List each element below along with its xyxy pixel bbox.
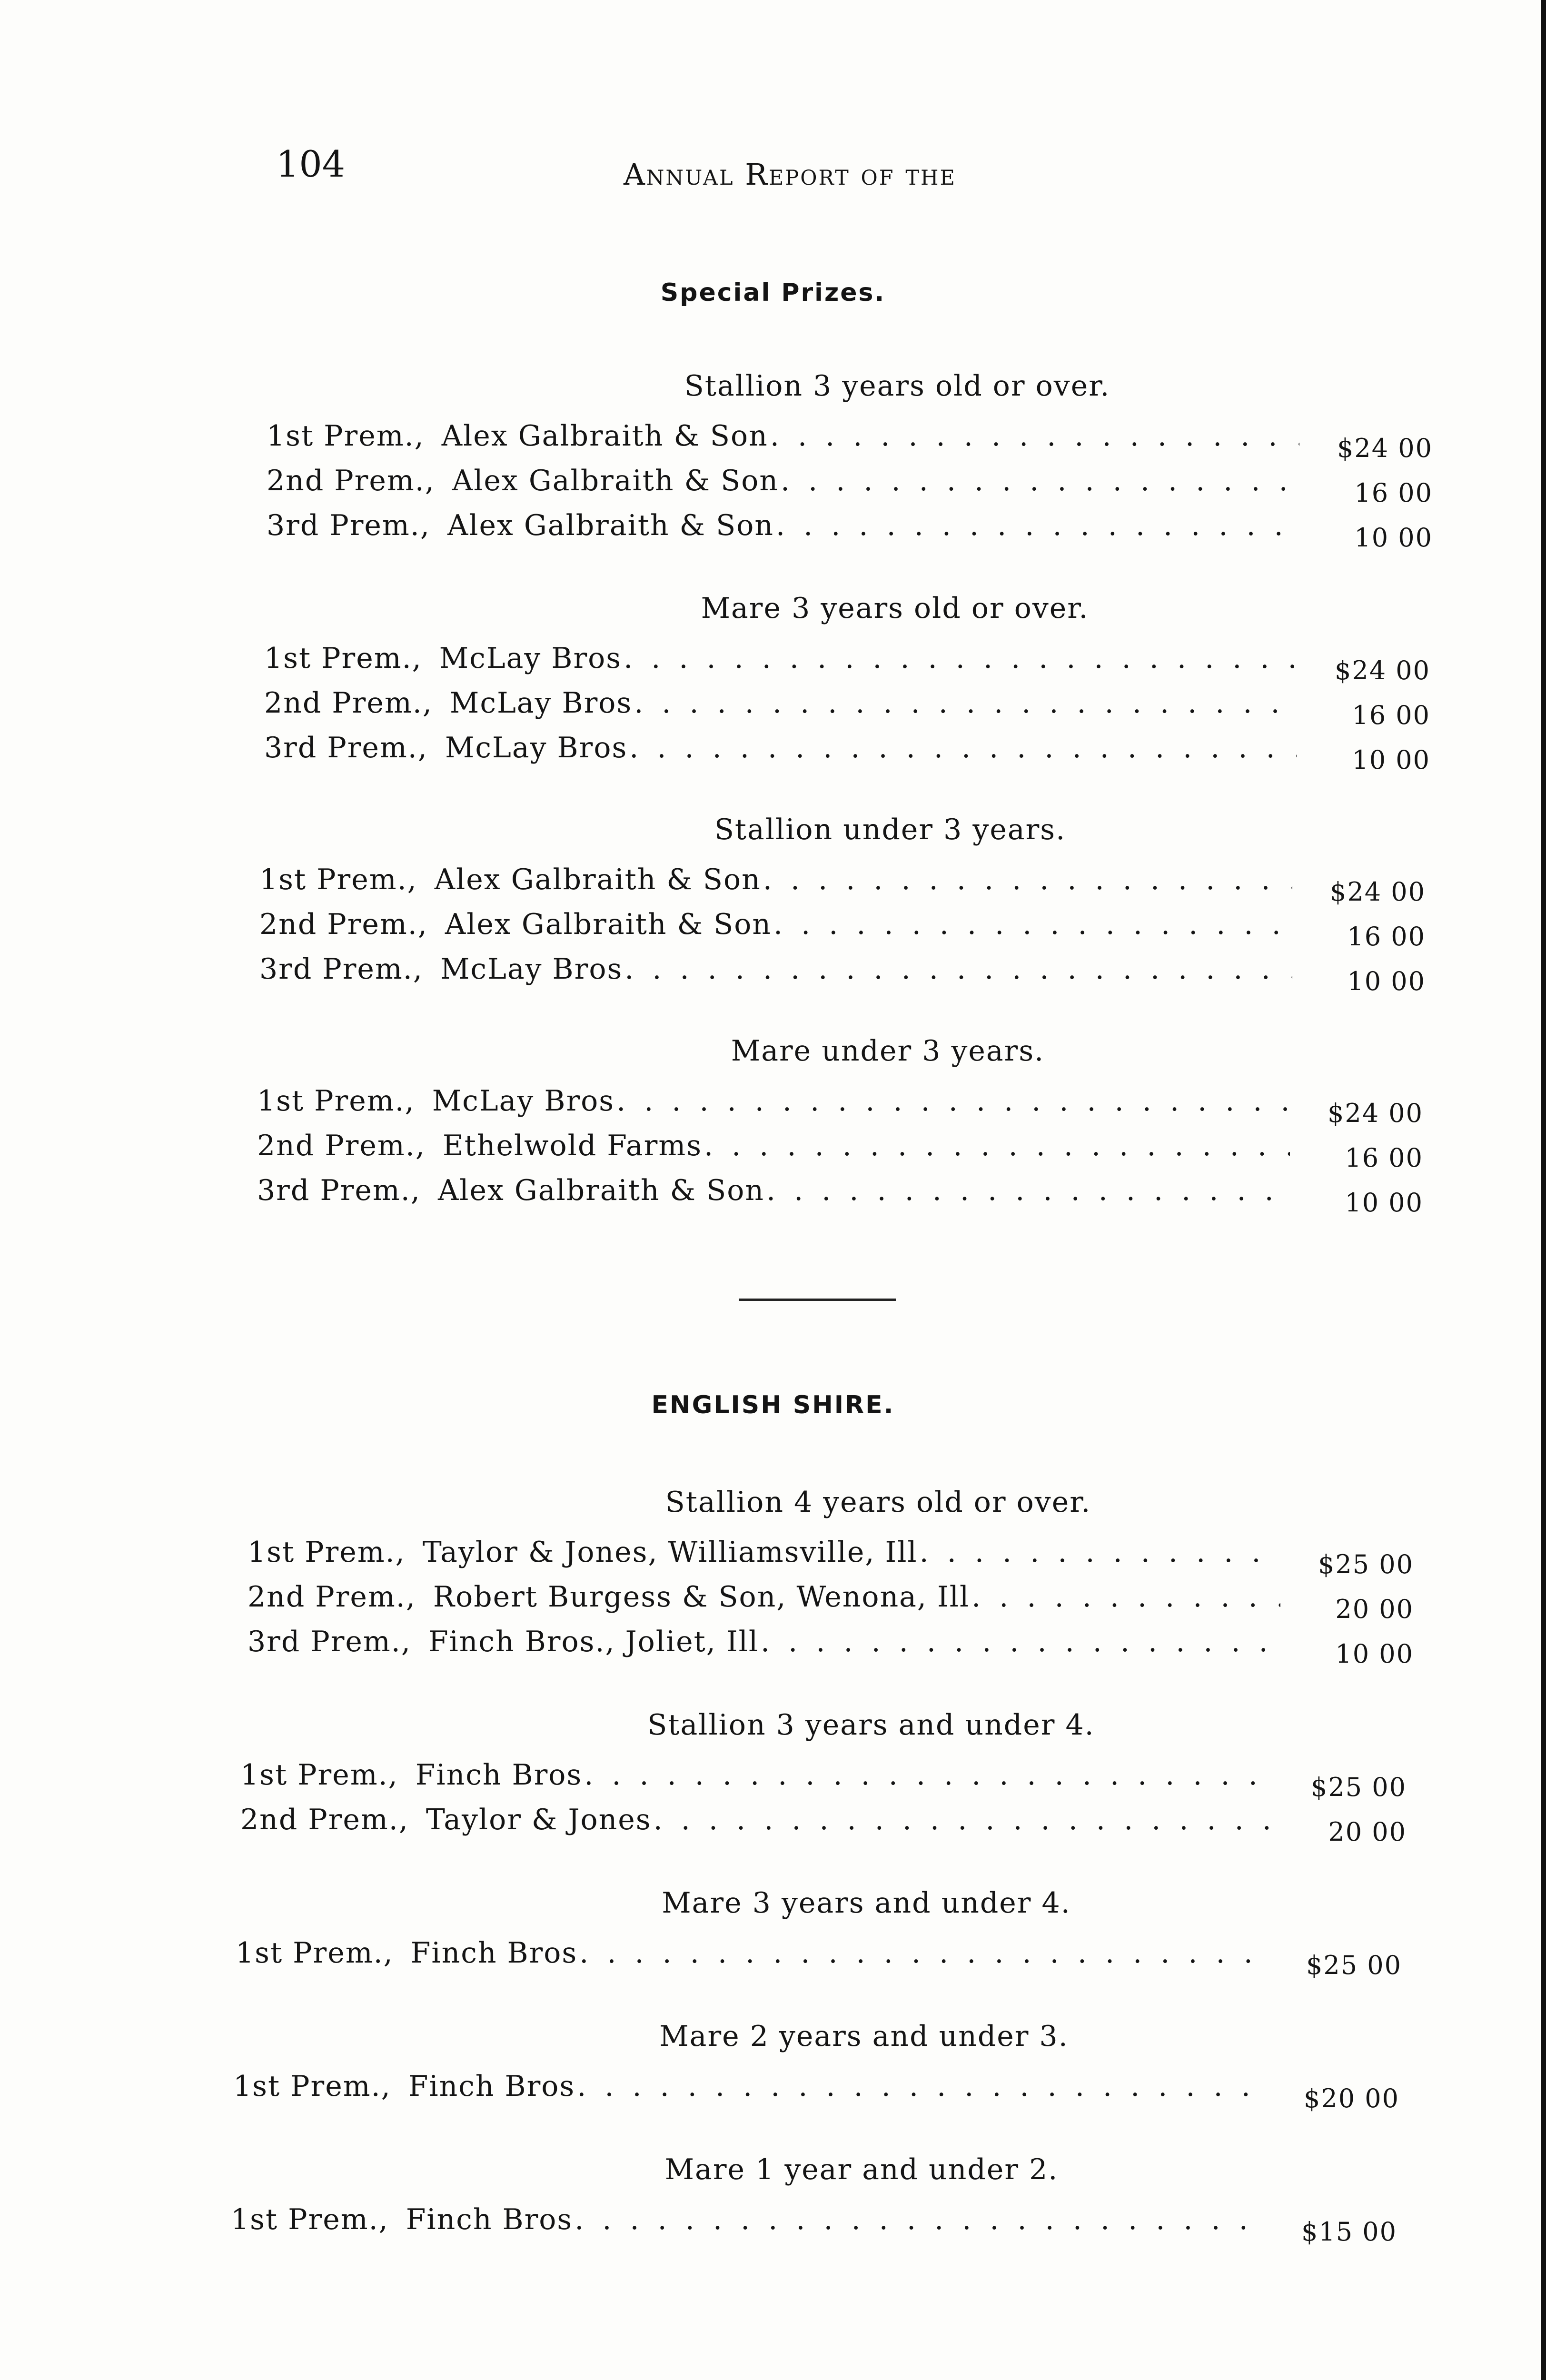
prize-entry <box>259 852 1426 907</box>
prize-amount: 10 00 <box>1347 966 1426 996</box>
dot-leader <box>770 419 1299 453</box>
premium-rank: 2nd Prem., <box>264 686 433 720</box>
prize-entry <box>267 453 1433 508</box>
dot-leader <box>624 952 1292 986</box>
exhibitor-name: Finch Bros., Joliet, Ill <box>428 1625 759 1658</box>
exhibitor-name: Finch Bros <box>410 1936 578 1970</box>
exhibitor-name: McLay Bros <box>445 731 628 764</box>
prize-entry <box>240 1747 1407 1802</box>
prize-entry <box>248 1569 1414 1624</box>
prize-entry <box>231 2192 1397 2247</box>
group-title: Mare 3 years and under 4. <box>662 1886 1071 1920</box>
dot-leader <box>781 464 1299 497</box>
exhibitor-name: Alex Galbraith & Son <box>441 419 768 453</box>
exhibitor-name: McLay Bros <box>449 686 633 720</box>
prize-entry <box>248 1524 1414 1579</box>
prize-entry <box>233 2058 1399 2113</box>
prize-amount: 10 00 <box>1335 1639 1414 1669</box>
section-divider <box>739 1299 896 1301</box>
group-title: Mare 2 years and under 3. <box>659 2020 1069 2053</box>
page-number: 104 <box>276 143 346 185</box>
dot-leader <box>776 509 1299 542</box>
premium-rank: 1st Prem., <box>248 1536 406 1569</box>
exhibitor-name: Alex Galbraith & Son <box>445 908 772 941</box>
prize-entry <box>240 1792 1407 1847</box>
exhibitor-name: Taylor & Jones, Williamsville, Ill <box>422 1536 918 1569</box>
prize-group <box>231 2148 1397 2247</box>
premium-rank: 1st Prem., <box>240 1758 398 1792</box>
prize-amount: 16 00 <box>1347 922 1426 952</box>
prize-group <box>233 2014 1399 2113</box>
prize-amount: $24 00 <box>1330 877 1426 907</box>
premium-rank: 3rd Prem., <box>267 509 430 542</box>
premium-rank: 3rd Prem., <box>248 1625 411 1658</box>
prize-amount: $25 00 <box>1306 1950 1402 1980</box>
exhibitor-name: McLay Bros <box>440 952 623 986</box>
dot-leader <box>624 642 1297 675</box>
prize-amount: $20 00 <box>1304 2083 1399 2113</box>
dot-leader <box>577 2070 1266 2103</box>
dot-leader <box>584 1758 1273 1792</box>
prize-group <box>257 1029 1423 1218</box>
group-title: Stallion 4 years old or over. <box>665 1486 1091 1519</box>
dot-leader <box>773 908 1292 941</box>
prize-amount: $24 00 <box>1335 655 1430 685</box>
dot-leader <box>654 1803 1273 1836</box>
prize-group <box>248 1480 1414 1669</box>
prize-entry <box>257 1162 1423 1218</box>
premium-rank: 1st Prem., <box>257 1084 415 1118</box>
group-title: Stallion under 3 years. <box>714 813 1066 846</box>
dot-leader <box>704 1129 1290 1162</box>
prize-amount: $25 00 <box>1318 1549 1414 1579</box>
dot-leader <box>616 1084 1290 1118</box>
prize-entry <box>259 941 1426 996</box>
exhibitor-name: Alex Galbraith & Son <box>434 863 761 896</box>
group-title: Mare under 3 years. <box>731 1034 1045 1068</box>
exhibitor-name: Finch Bros <box>408 2070 575 2103</box>
prize-amount: $25 00 <box>1311 1772 1407 1802</box>
dot-leader <box>920 1536 1280 1569</box>
exhibitor-name: Taylor & Jones <box>426 1803 652 1836</box>
prize-entry <box>257 1073 1423 1128</box>
prize-entry <box>259 896 1426 952</box>
section-heading-special-prizes: Special Prizes. <box>660 278 886 307</box>
prize-amount: $24 00 <box>1328 1098 1423 1128</box>
prize-amount: $24 00 <box>1337 433 1433 463</box>
prize-entry <box>264 720 1430 775</box>
prize-group <box>267 364 1433 553</box>
premium-rank: 2nd Prem., <box>240 1803 409 1836</box>
premium-rank: 1st Prem., <box>233 2070 391 2103</box>
premium-rank: 1st Prem., <box>231 2203 389 2236</box>
premium-rank: 1st Prem., <box>264 642 422 675</box>
scan-edge-right <box>1541 0 1546 2380</box>
premium-rank: 2nd Prem., <box>248 1580 416 1614</box>
prize-entry <box>257 1118 1423 1173</box>
exhibitor-name: Finch Bros <box>406 2203 573 2236</box>
dot-leader <box>971 1580 1280 1614</box>
dot-leader <box>763 863 1292 896</box>
prize-group <box>264 586 1430 775</box>
premium-rank: 3rd Prem., <box>259 952 423 986</box>
group-title: Stallion 3 years and under 4. <box>647 1708 1095 1742</box>
dot-leader <box>761 1625 1280 1658</box>
prize-amount: $15 00 <box>1301 2217 1397 2247</box>
prize-entry <box>264 675 1430 730</box>
exhibitor-name: Alex Galbraith & Son <box>437 1174 764 1207</box>
premium-rank: 1st Prem., <box>259 863 417 896</box>
dot-leader <box>575 2203 1264 2236</box>
premium-rank: 2nd Prem., <box>257 1129 426 1162</box>
premium-rank: 1st Prem., <box>236 1936 394 1970</box>
prize-entry <box>236 1925 1402 1980</box>
prize-amount: 16 00 <box>1345 1143 1423 1173</box>
prize-entry <box>264 630 1430 685</box>
prize-group <box>236 1881 1402 1980</box>
exhibitor-name: Robert Burgess & Son, Wenona, Ill <box>433 1580 970 1614</box>
prize-amount: 20 00 <box>1335 1594 1414 1624</box>
running-title: Annual Report of the <box>624 157 956 192</box>
prize-entry <box>267 497 1433 553</box>
prize-amount: 20 00 <box>1328 1817 1407 1847</box>
premium-rank: 3rd Prem., <box>257 1174 421 1207</box>
prize-amount: 16 00 <box>1352 700 1430 730</box>
premium-rank: 2nd Prem., <box>259 908 428 941</box>
dot-leader <box>634 686 1297 720</box>
prize-amount: 16 00 <box>1354 478 1433 508</box>
prize-group <box>259 808 1426 996</box>
prize-entry <box>267 408 1433 463</box>
exhibitor-name: Alex Galbraith & Son <box>447 509 774 542</box>
prize-amount: 10 00 <box>1352 745 1430 775</box>
group-title: Stallion 3 years old or over. <box>684 369 1110 403</box>
prize-entry <box>248 1614 1414 1669</box>
prize-amount: 10 00 <box>1345 1188 1423 1218</box>
exhibitor-name: Alex Galbraith & Son <box>452 464 779 497</box>
dot-leader <box>766 1174 1290 1207</box>
premium-rank: 2nd Prem., <box>267 464 435 497</box>
exhibitor-name: Finch Bros <box>415 1758 583 1792</box>
prize-group <box>240 1703 1407 1847</box>
dot-leader <box>579 1936 1269 1970</box>
dot-leader <box>629 731 1297 764</box>
premium-rank: 3rd Prem., <box>264 731 428 764</box>
group-title: Mare 1 year and under 2. <box>664 2153 1059 2186</box>
exhibitor-name: McLay Bros <box>439 642 622 675</box>
exhibitor-name: Ethelwold Farms <box>442 1129 703 1162</box>
exhibitor-name: McLay Bros <box>432 1084 615 1118</box>
prize-amount: 10 00 <box>1354 523 1433 553</box>
section-heading-english-shire: ENGLISH SHIRE. <box>651 1391 895 1419</box>
premium-rank: 1st Prem., <box>267 419 425 453</box>
group-title: Mare 3 years old or over. <box>701 592 1089 625</box>
